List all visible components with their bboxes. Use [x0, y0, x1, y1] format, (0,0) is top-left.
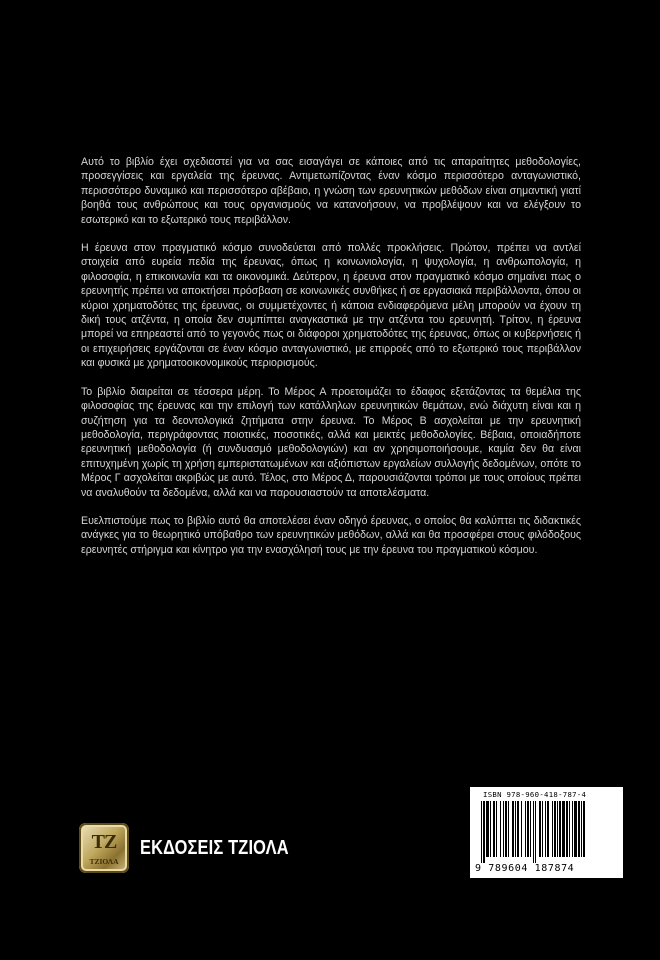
barcode-bar	[527, 801, 529, 857]
logo-monogram: ΤΖ	[91, 831, 117, 853]
barcode-bar	[583, 801, 585, 857]
logo-wordmark: ΤΖΙΟΛΑ	[89, 857, 119, 866]
blurb-paragraph-2: Η έρευνα στον πραγματικό κόσμο συνοδεύεται από πολλές προκλήσεις. Πρώτον, πρέπει να αντλεί στοιχεία από ευρεία πεδία της έρευνας, όπως η κοινωνιολογία, η ψυχολογία, η ανθρωπολογία, η φιλοσοφία, η επικοινωνία και τα οικονομικά. Δεύτερον, η έρευνα στον πραγματικό κόσμο σημαίνει πως ο ερευνητής πρέπει να αποκτήσει πρόσβαση σε κοινωνικές συνθήκες ή σε εργασιακά περιβάλλοντα, όπου οι κύριοι χρηματοδότες της έρευνας, οι συμμετέχοντες ή κάποια ενδιαφερόμενα μέλη μπορούν να έχουν τη δική τους ατζέντα, η οποία δεν συμπίπτει αναγκαστικά με την ατζέντα του ερευνητή. Τρίτον, η έρευνα μπορεί να επηρεαστεί από το γεγονός πως οι διάφοροι χρηματοδότες της έρευνας, όπως οι κυβερνήσεις ή οι επιχειρήσεις εργάζονται σε έναν κόσμο ανταγωνιστικό, με επιρροές από το εξωτερικό τους περιβάλλον και φυσικά με χρηματοοικονομικούς περιορισμούς.	[81, 242, 581, 370]
barcode-bar	[542, 801, 543, 857]
barcode-bar	[535, 801, 536, 863]
barcode-bar	[533, 801, 534, 863]
barcode-bar	[562, 801, 565, 857]
publisher-block	[79, 822, 321, 874]
isbn-barcode-box	[470, 787, 623, 878]
barcode-bar	[481, 801, 482, 863]
barcode-bar	[539, 801, 541, 857]
barcode-bar	[574, 801, 577, 857]
blurb-paragraph-3: Το βιβλίο διαιρείται σε τέσσερα μέρη. Το Μέρος Α προετοιμάζει το έδαφος εξετάζοντας τα θεμέλια της φιλοσοφίας της έρευνας και την επιλογή των κατάλληλων ερευνητικών θεμάτων, ενώ διάχυτη είναι και η συζήτηση για τα δεοντολογικά ζητήματα στην έρευνα. Το Μέρος Β ασχολείται με την ερευνητική μεθοδολογία, περιγράφοντας ποιοτικές, ποσοτικές, αλλά και μεικτές μεθοδολογίες. Βέβαια, οποιαδήποτε ερευνητική μεθοδολογία (ή συνδυασμό μεθοδολογιών) και αν χρησιμοποιήσουμε, καμία δεν θα είναι επιτυχημένη χωρίς τη χρήση εμπεριστατωμένων και αξιόπιστων εργαλείων συλλογής δεδομένων, οπότε το Μέρος Γ ασχολείται ακριβώς με αυτό. Τέλος, στο Μέρος Δ, παρουσιάζονται τρόποι με τους οποίους πρέπει να αναλυθούν τα δεδομένα, αλλά και να παρουσιαστούν τα αποτελέσματα.	[81, 385, 581, 499]
barcode-bar	[525, 801, 526, 857]
barcode-bar	[578, 801, 580, 857]
publisher-name: ΕΚΔΟΣΕΙΣ ΤΖΙΟΛΑ	[140, 836, 289, 859]
barcode-bar	[508, 801, 509, 857]
barcode-bar	[552, 801, 553, 857]
barcode-bar	[493, 801, 495, 857]
barcode-bar	[557, 801, 558, 857]
barcode-bar	[547, 801, 549, 857]
isbn-label: ISBN 978-960-418-787-4	[483, 790, 587, 799]
barcode-bar	[515, 801, 516, 857]
barcode-bar	[500, 801, 501, 857]
barcode-bar	[572, 801, 573, 857]
back-cover-blurb	[81, 155, 581, 571]
barcode-bar	[483, 801, 485, 863]
blurb-paragraph-1: Αυτό το βιβλίο έχει σχεδιαστεί για να σας εισαγάγει σε κάποιες από τις απαραίτητες μεθοδολογίες, προσεγγίσεις και εργαλεία της έρευνας. Αντιμετωπίζοντας έναν κόσμο περισσότερο ανταγωνιστικό, περισσότερο δυναμικό και περισσότερο αβέβαιο, η γνώση των ερευνητικών μεθόδων είναι σημαντική γιατί βοηθά τους ανθρώπους και τους οργανισμούς να κατανοήσουν, να προβλέψουν και να ελέγξουν το εσωτερικό και το εξωτερικό τους περιβάλλον.	[81, 156, 581, 226]
barcode-bar	[505, 801, 507, 857]
barcode-bar	[554, 801, 556, 857]
barcode-bar	[569, 801, 570, 857]
barcode-bar	[517, 801, 519, 857]
barcode-bar	[566, 801, 568, 857]
barcode-bar	[521, 801, 522, 857]
barcode-bar	[545, 801, 546, 857]
barcode-bar	[581, 801, 582, 857]
barcode-bar	[503, 801, 504, 857]
barcode-bar	[490, 801, 491, 857]
blurb-paragraph-4: Ευελπιστούμε πως το βιβλίο αυτό θα αποτελέσει έναν οδηγό έρευνας, ο οποίος θα καλύπτει τις διδακτικές ανάγκες για το θεωρητικό υπόβαθρο των ερευνητικών μεθόδων, αλλά και θα προσφέρει στους φιλόδοξους ερευνητές στήριγμα και κίνητρο για την ενασχόλησή τους με την έρευνα του πραγματικού κόσμου.	[81, 514, 581, 556]
barcode-bar	[530, 801, 531, 857]
barcode-bar	[486, 801, 489, 857]
barcode-bar	[512, 801, 514, 857]
barcode-digits: 9 789604 187874	[475, 863, 575, 874]
barcode-bar	[559, 801, 561, 857]
barcode-bar	[496, 801, 497, 857]
publisher-logo	[79, 823, 129, 873]
barcode-icon	[479, 801, 617, 863]
